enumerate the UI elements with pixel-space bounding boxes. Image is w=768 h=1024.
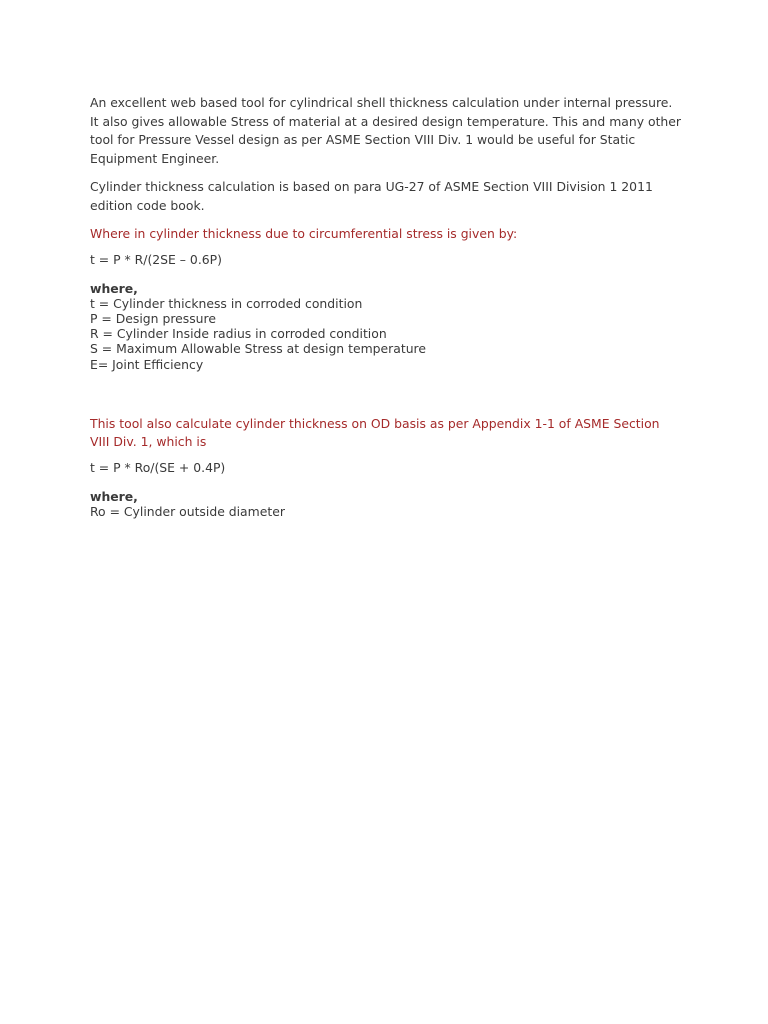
definition-p: P = Design pressure	[90, 310, 216, 326]
formula-outside-diameter: t = P * Ro/(SE + 0.4P)	[90, 459, 226, 475]
document-body	[90, 94, 682, 519]
definition-r: R = Cylinder Inside radius in corroded condition	[90, 326, 387, 342]
definition-s: S = Maximum Allowable Stress at design temperature	[90, 341, 426, 357]
circumferential-stress-paragraph: Where in cylinder thickness due to circumferential stress is given by:	[90, 226, 518, 241]
od-basis-paragraph: This tool also calculate cylinder thickness on OD basis as per Appendix 1-1 of ASME Section VIII Div. 1, which is	[90, 415, 660, 450]
where-heading-1: where,	[90, 280, 138, 296]
definition-ro: Ro = Cylinder outside diameter	[90, 503, 285, 519]
where-heading-2: where,	[90, 488, 138, 504]
intro-paragraph: An excellent web based tool for cylindrical shell thickness calculation under internal pressure. It also gives allowable Stress of material at a desired design temperature. This and many other tool for Pressure Vessel design as per ASME Section VIII Div. 1 would be useful for Static Equipment Engineer.	[90, 95, 681, 166]
definition-e: E= Joint Efficiency	[90, 356, 204, 372]
definition-t: t = Cylinder thickness in corroded condition	[90, 295, 363, 311]
where-block-1	[90, 281, 682, 372]
formula-inside-radius: t = P * R/(2SE – 0.6P)	[90, 251, 222, 267]
where-block-2	[90, 489, 682, 519]
basis-paragraph: Cylinder thickness calculation is based on para UG-27 of ASME Section VIII Division 1 2011 edition code book.	[90, 179, 653, 213]
